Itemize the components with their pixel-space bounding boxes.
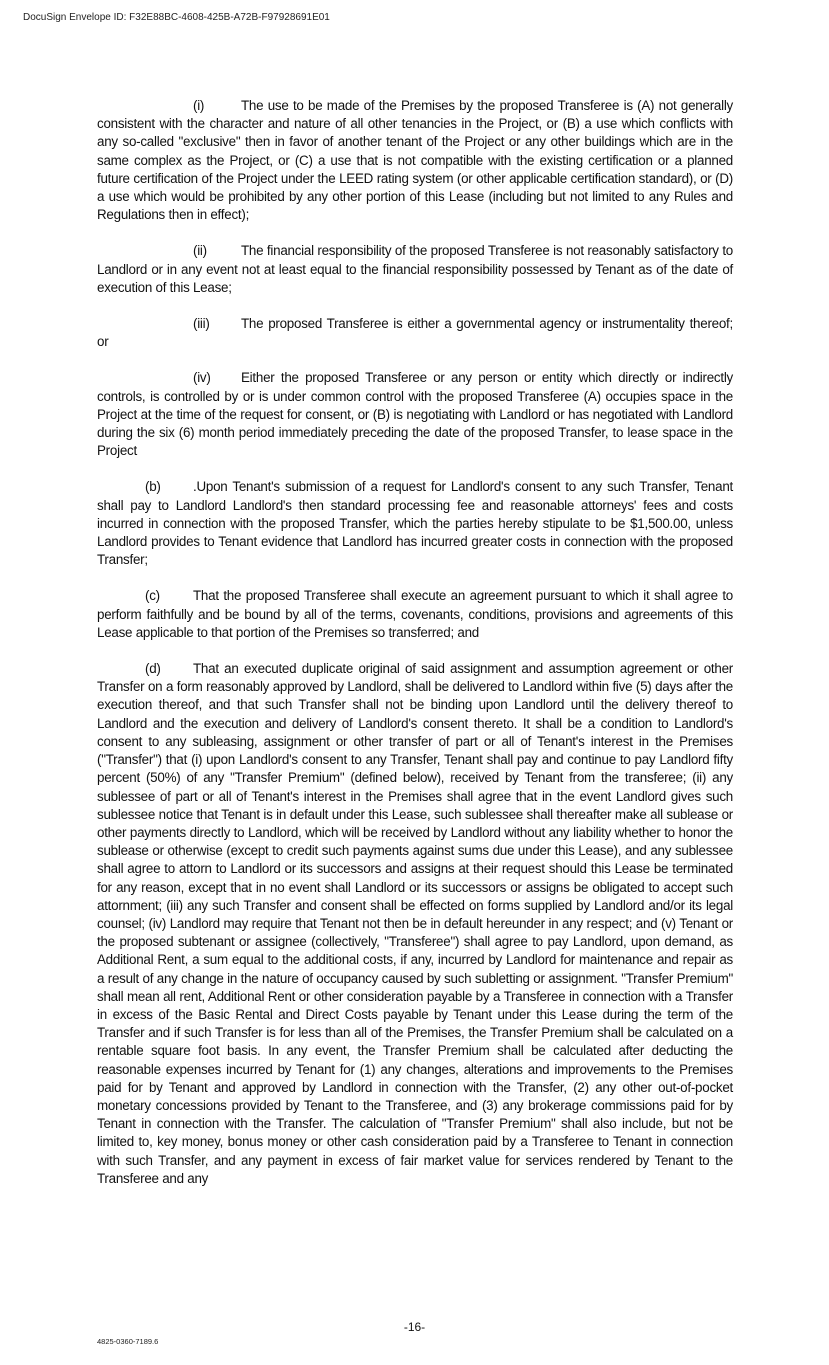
document-id: 4825-0360-7189.6 [97,1337,159,1346]
clause-d [97,660,733,1188]
clause-text: The use to be made of the Premises by the proposed Transferee is (A) not generally consistent with the character and nature of all other tenancies in the Project, or (B) a use which conflicts with any so-called "exclusive" then in favor of another tenant of the Project or any other buildings which are in the same complex as the Project, or (C) a use that is not compatible with the existing certification or a planned future certification of the Project under the LEED rating system (or other applicable certification standard), or (D) a use which would be prohibited by any other portion of this Lease (including but not limited to any Rules and Regulations then in effect); [97,98,733,223]
clause-label: (iv) [193,370,211,386]
clause-text: That the proposed Transferee shall execute an agreement pursuant to which it shall agree to perform faithfully and be bound by all of the terms, covenants, conditions, provisions and agreements of this Lease applicable to that portion of the Premises so transferred; and [97,588,733,640]
clause-label: (b) [145,479,161,495]
document-body [97,97,733,1206]
clause-label: (c) [145,588,160,604]
clause-text: The proposed Transferee is either a governmental agency or instrumentality thereof; or [97,316,733,350]
clause-text: The financial responsibility of the proposed Transferee is not reasonably satisfactory to Landlord or in any event not at least equal to the financial responsibility possessed by Tenant as of the date of execution of this Lease; [97,243,733,295]
clause-b [97,478,733,569]
envelope-id: DocuSign Envelope ID: F32E88BC-4608-425B-A72B-F97928691E01 [23,12,330,23]
clause-text: That an executed duplicate original of said assignment and assumption agreement or other Transfer on a form reasonably approved by Landlord, shall be delivered to Landlord within five (5) days after the execution thereof, and that such Transfer shall not be binding upon Landlord until the delivery thereof to Landlord and the execution and delivery of Landlord's consent thereto. It shall be a condition to Landlord's consent to any subleasing, assignment or other transfer of part or all of Tenant's interest in the Premises ("Transfer") that (i) upon Landlord's consent to any Transfer, Tenant shall pay and continue to pay Landlord fifty percent (50%) of any "Transfer Premium" (defined below), received by Tenant from the transferee; (ii) any sublessee of part or all of Tenant's interest in the Premises shall agree that in the event Landlord gives such sublessee notice that Tenant is in default under this Lease, such sublessee shall thereafter make all sublease or other payments directly to Landlord, which will be received by Landlord without any liability whether to honor the sublease or otherwise (except to credit such payments against sums due under this Lease), and any sublessee shall agree to attorn to Landlord or its successors and assigns at their request should this Lease be terminated for any reason, except that in no event shall Landlord or its successors or assigns be obligated to accept such attornment; (iii) any such Transfer and consent shall be effected on forms supplied by Landlord and/or its legal counsel; (iv) Landlord may require that Tenant not then be in default hereunder in any respect; and (v) Tenant or the proposed subtenant or assignee (collectively, "Transferee") shall agree to pay Landlord, upon demand, as Additional Rent, a sum equal to the additional costs, if any, incurred by Landlord for maintenance and repair as a result of any change in the nature of occupancy caused by such subletting or assignment. "Transfer Premium" shall mean all rent, Additional Rent or other consideration payable by a Transferee in connection with a Transfer in excess of the Basic Rental and Direct Costs payable by Tenant under this Lease during the term of the Transfer and if such Transfer is for less than all of the Premises, the Transfer Premium shall be calculated on a rentable square foot basis. In any event, the Transfer Premium shall be calculated after deducting the reasonable expenses incurred by Tenant for (1) any changes, alterations and improvements to the Premises paid for by Tenant and approved by Landlord in connection with the Transfer, (2) any other out-of-pocket monetary concessions provided by Tenant to the Transferee, and (3) any brokerage commissions paid for by Tenant in connection with the Transfer. The calculation of "Transfer Premium" shall also include, but not be limited to, key money, bonus money or other cash consideration paid by a Transferee to Tenant in connection with such Transfer, and any payment in excess of fair market value for services rendered by Tenant to the Transferee and any [97,661,733,1186]
clause-label: (ii) [193,243,207,259]
clause-label: (i) [193,98,205,113]
clause-c [97,587,733,642]
clause-label: (iii) [193,316,210,332]
clause-iii [97,315,733,351]
clause-iv [97,369,733,460]
clause-ii [97,242,733,297]
clause-i [97,97,733,224]
clause-label: (d) [145,661,161,677]
clause-text: Either the proposed Transferee or any person or entity which directly or indirectly controls, is controlled by or is under common control with the proposed Transferee (A) occupies space in the Project at the time of the request for consent, or (B) is negotiating with Landlord or has negotiated with Landlord during the six (6) month period immediately preceding the date of the proposed Transfer, to lease space in the Project [97,370,733,459]
page-number: -16- [403,1320,426,1334]
clause-text: .Upon Tenant's submission of a request for Landlord's consent to any such Transfer, Tenant shall pay to Landlord Landlord's then standard processing fee and reasonable attorneys' fees and costs incurred in connection with the proposed Transfer, which the parties hereby stipulate to be $1,500.00, unless Landlord provides to Tenant evidence that Landlord has incurred greater costs in connection with the proposed Transfer; [97,479,733,568]
